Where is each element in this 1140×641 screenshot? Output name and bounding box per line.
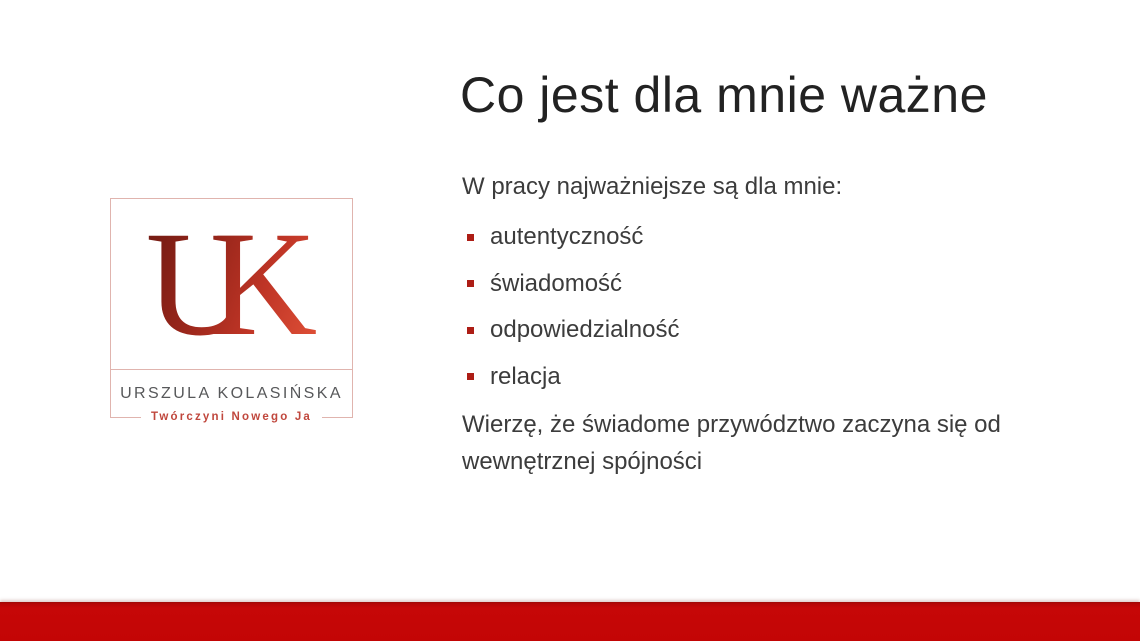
bullet-label: odpowiedzialność [490,316,680,344]
bullet-square-icon [467,234,474,241]
tagline-left-rule [110,417,141,418]
intro-text: W pracy najważniejsze są dla mnie: [462,173,843,200]
tagline-right-rule [322,417,353,418]
closing-text: Wierzę, że świadome przywództwo zaczyna się od wewnętrznej spójności [462,411,1001,475]
uk-monogram: UK [146,209,318,359]
bullet-square-icon [467,373,474,380]
brand-tagline-row [110,409,353,425]
brand-logo [110,198,353,423]
slide-title: Co jest dla mnie ważne [460,67,988,123]
bullet-square-icon [467,327,474,334]
brand-name: URSZULA KOLASIŃSKA [111,369,352,418]
bullet-label: relacja [490,362,561,390]
brand-tagline: Twórczyni Nowego Ja [150,411,313,423]
bottom-accent-bar [0,602,1140,641]
bullet-label: autentyczność [490,223,644,251]
bullet-label: świadomość [490,269,623,297]
bullet-item [462,307,679,354]
bullet-list [462,214,679,400]
bullet-item [462,261,679,308]
monogram-wrap [111,199,352,369]
bullet-item [462,214,679,261]
bullet-square-icon [467,280,474,287]
bullet-item [462,354,679,401]
